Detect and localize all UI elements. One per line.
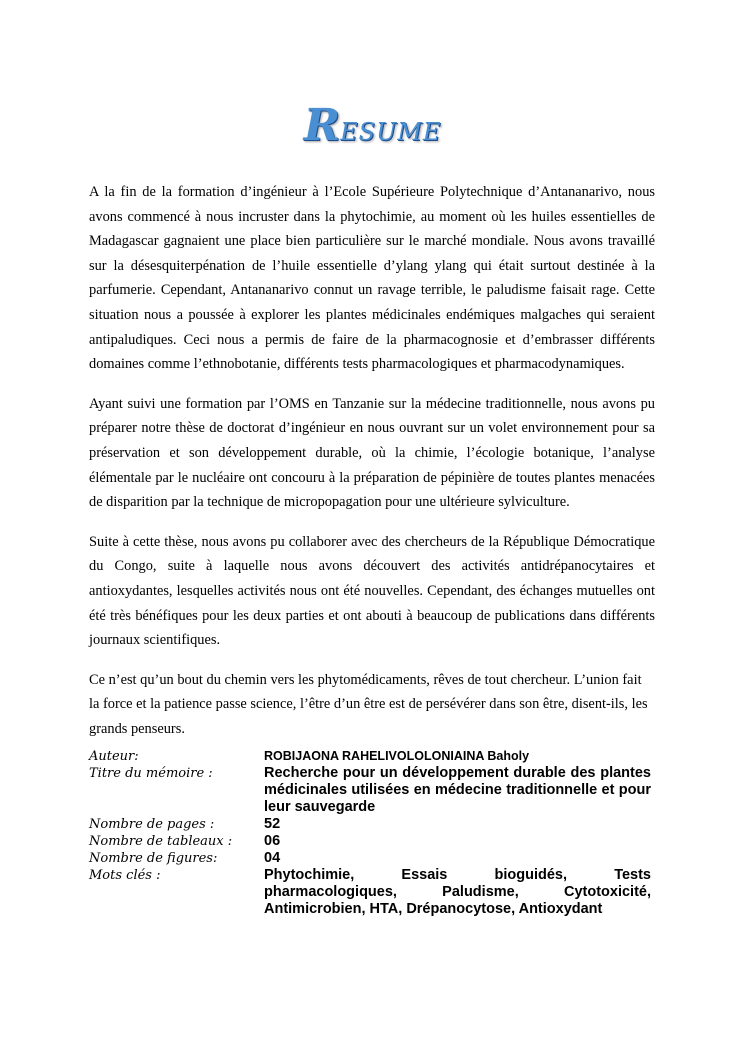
info-row-tables xyxy=(89,833,651,850)
summary-body xyxy=(89,180,655,756)
author-label: Auteur: xyxy=(89,749,139,764)
page-title xyxy=(0,100,745,151)
title-initial: R xyxy=(303,100,341,151)
info-row-title xyxy=(89,765,651,816)
keywords-value: Phytochimie, Essais bioguidés, Tests pharmacologiques, Paludisme, Cytotoxicité, Antimicrobien, HTA, Drépanocytose, Antioxydant xyxy=(264,867,651,917)
info-row-figures xyxy=(89,850,651,867)
info-row-pages xyxy=(89,816,651,833)
document-info xyxy=(89,748,651,918)
pages-value: 52 xyxy=(264,816,281,832)
figures-label: Nombre de figures: xyxy=(89,851,218,866)
thesis-title-value: Recherche pour un développement durable des plantes médicinales utilisées en médecine traditionnelle et pour leur sauvegarde xyxy=(264,765,651,815)
paragraph-1: A la fin de la formation d’ingénieur à l’Ecole Supérieure Polytechnique d’Antananarivo, nous avons commencé à nous incruster dans la phytochimie, au moment où les huiles essentielles de Madagascar gagnaient une place bien particulière sur le marché mondiale. Nous avons travaillé sur la désesquiterpénation de l’huile essentielle d’ylang ylang qui était surtout destinée à la parfumerie. Cependant, Antananarivo connut un ravage terrible, le paludisme faisait rage. Cette situation nous a poussée à explorer les plantes médicinales endémiques malgaches qui seraient antipaludiques. Ceci nous a permis de faire de la pharmacognosie et d’embrasser différents domaines comme l’ethnobotanie, différents tests pharmacologiques et pharmacodynamiques. xyxy=(89,184,655,373)
keywords-label: Mots clés : xyxy=(89,868,161,883)
paragraph-3: Suite à cette thèse, nous avons pu collaborer avec des chercheurs de la République Démocratique du Congo, suite à laquelle nous avons découvert des activités antidrépanocytaires et antioxydantes, lesquelles activités nous ont été nouvelles. Cependant, des échanges mutuelles ont été très bénéfiques pour les deux parties et ont abouti à beaucoup de publications dans différents journaux scientifiques. xyxy=(89,533,655,649)
title-rest: ESUME xyxy=(340,118,442,146)
info-row-keywords xyxy=(89,867,651,918)
paragraph-2: Ayant suivi une formation par l’OMS en Tanzanie sur la médecine traditionnelle, nous avons pu préparer notre thèse de doctorat d’ingénieur en nous ouvrant sur un volet environnement pour sa préservation et son développement durable, où la chimie, l’écologie botanique, l’analyse élémentale par le nucléaire ont concouru à la préparation de pépinière de toutes plantes menacées de disparition par la technique de micropopagation pour une ultérieure sylviculture. xyxy=(89,395,655,511)
author-value: ROBIJAONA RAHELIVOLOLONIAINA Baholy xyxy=(264,749,530,763)
pages-label: Nombre de pages : xyxy=(89,817,215,832)
tables-value: 06 xyxy=(264,833,281,849)
thesis-title-label: Titre du mémoire : xyxy=(89,766,213,781)
tables-label: Nombre de tableaux : xyxy=(89,834,233,849)
info-row-author xyxy=(89,748,651,765)
figures-value: 04 xyxy=(264,850,281,866)
paragraph-4: Ce n’est qu’un bout du chemin vers les phytomédicaments, rêves de tout chercheur. L’union fait la force et la patience passe science, l’être d’un être est de persévérer dans son être, disent-ils, les grands penseurs. xyxy=(89,671,648,737)
